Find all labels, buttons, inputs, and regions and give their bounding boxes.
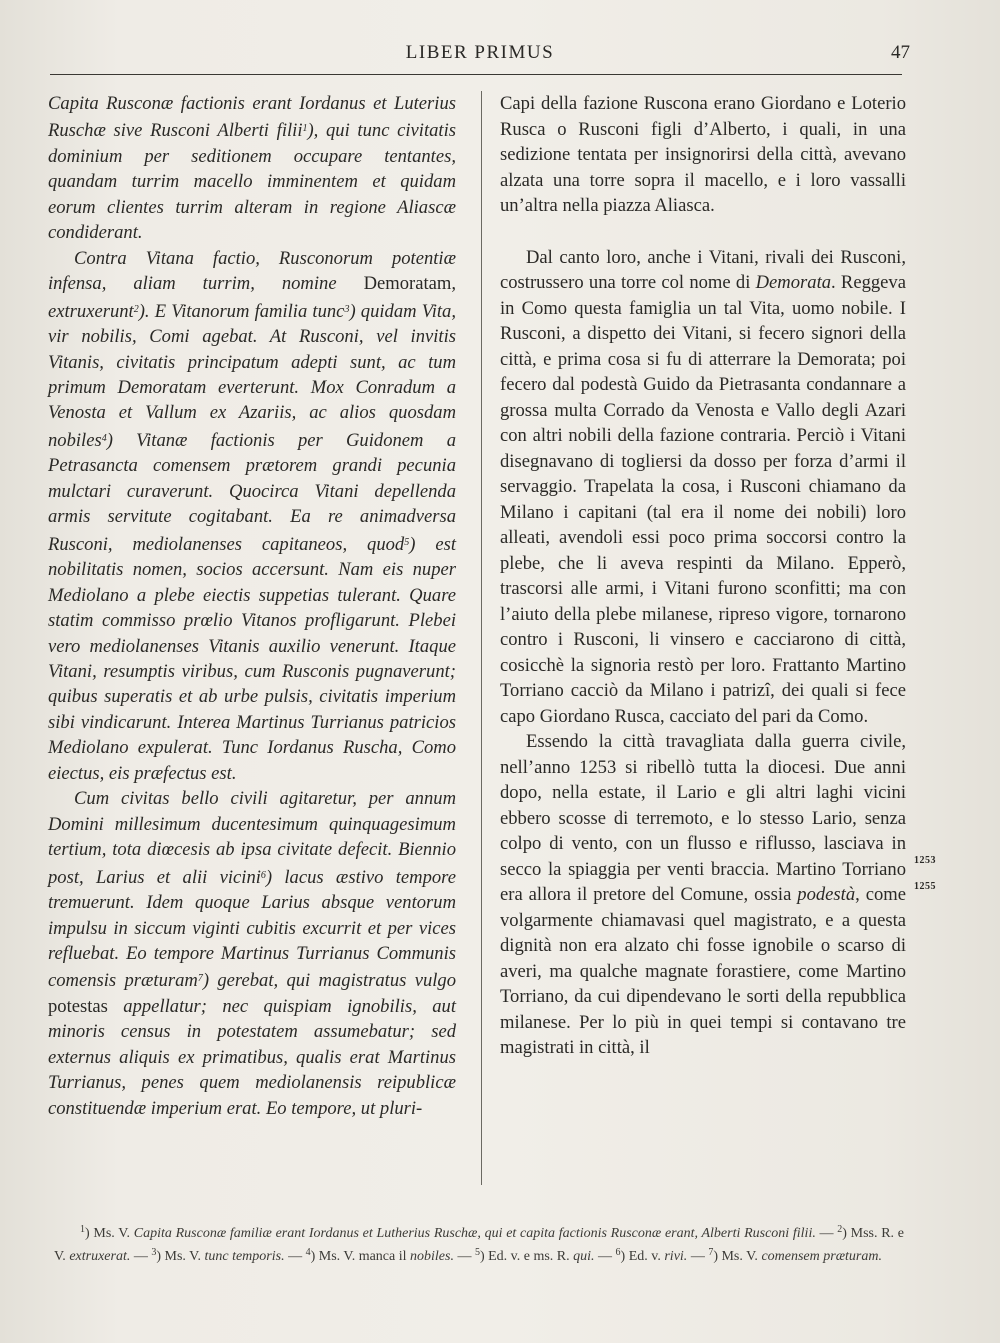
footnote-text: tunc temporis. (204, 1249, 285, 1264)
header-rule (50, 74, 902, 75)
footnote-separator: — (687, 1249, 709, 1264)
footnote-number: 1 (80, 1224, 85, 1235)
footnote-source: ) Ms. V. (713, 1249, 762, 1264)
latin-column (48, 91, 456, 1121)
footnote-source: ) Ms. V. (85, 1226, 134, 1241)
italian-text: Essendo la città travagliata dalla guerra civile, nell’anno 1253 si ribellò tutta la diocesi. Due anni dopo, nella estate, il Lario e gli altri laghi vicini ebbero scosse di terremoto, e lo stesso Lario, senza colpo di vento, con un flusso e riflusso, lasciava in secco la spiaggia per venti braccia. Martino Torriano era allora il pretore del Comune, ossia (500, 731, 906, 905)
latin-text: ), qui tunc civitatis dominium per seditionem occupare tentantes, quandam turrim macello imminentem et quidam eorum clientes turrim alteram in regione Aliascæ condiderant. (48, 120, 456, 244)
italian-paragraph-3 (500, 729, 906, 1061)
latin-paragraph-1 (48, 91, 456, 246)
latin-text: ) est nobilitatis nomen, socios accersunt. Nam eis nuper Mediolano a plebe eiectis suppetias tulerant. Quare statim commisso prœlio Vitanos profligarunt. Plebei vero mediolanenses Vitanis auxilio venerunt. Itaque Vitani, resumptis viribus, cum Rusconis pugnaverunt; quibus superatis et ab urbe pulsis, civitatis imperium sibi vindicarunt. Interea Martinus Turrianus patricios Mediolano expulerat. Tunc Iordanus Ruscha, Como eiectus, eis præfectus est. (48, 533, 456, 784)
latin-text: Capita Rusconæ factionis erant Iordanus et Luterius Ruschæ sive Rusconi Alberti filii (48, 93, 456, 142)
italian-italic-word: Demorata (755, 272, 832, 293)
footnote-text: Capita Rusconæ familiæ erant Iordanus et Lutherius Ruschæ, qui et capita factionis Rusconæ erant, Alberti Rusconi filii. (133, 1226, 816, 1241)
footnote-ref-7: 7 (197, 973, 203, 985)
latin-text: ). E Vitanorum familia tunc (138, 300, 345, 322)
footnote-source: ) Mss. R. e V. (54, 1226, 904, 1264)
latin-text: ) gerebat, qui magistratus vulgo (202, 970, 457, 992)
column-divider (481, 91, 482, 1185)
italian-paragraph-1: Capi della fazione Ruscona erano Giordano e Loterio Rusca o Rusconi figli d’Alberto, i quali, in una sedizione tentata per insignorirsi della città, avevano alzata una torre sopra il macello, e i loro vassalli un’altra nella piazza Aliasca. (500, 93, 906, 216)
italian-text: . Reggeva in Como questa famiglia un tal Vita, uomo nobile. I Rusconi, a dispetto dei Vitani, si fecero signori della città, e prima cosa si fu di atterrare la Demorata; poi fecero dal podestà Guido da Pietrasanta condannare a grossa multa Corrado da Venosta e Vallo degli Azari con altri nobili della fazione contraria. Perciò i Vitani disegnavano di togliersi da dosso per forza d’armi il servaggio. Trapelata la cosa, i Rusconi chiamano da Milano i capitani (tal era il nome dei nobili) loro alleati, avendoli essi poco prima soccorsi contro la plebe, che li aveva respinti da Milano. Epperò, trascorsi alle armi, i Vitani furono sconfitti; ma con l’aiuto della plebe milanese, ripreso vigore, tornarono contro i Rusconi, li vinsero e cacciarono di città, cosicchè la signoria restò per loro. Frattanto Martino Torriano cacciò da Milano i patrizî, dei quali si fece capo Giordano Rusca, cacciato del pari da Como. (500, 272, 906, 727)
footnote-text: extruxerat. (69, 1249, 131, 1264)
footnote-source: ) Ms. V. (156, 1249, 205, 1264)
footnote-separator: — (453, 1249, 472, 1264)
footnote-separator: — (130, 1249, 152, 1264)
footnote-ref-5: 5 (404, 536, 410, 548)
footnote-text: comensem præturam. (761, 1249, 882, 1264)
footnote-source: ) Ed. v. (620, 1249, 665, 1264)
footnote-separator: — (284, 1249, 306, 1264)
italian-text: Dal canto loro, anche i Vitani, rivali dei Rusconi, costrussero una torre col nome di (500, 246, 906, 293)
footnote-separator: — (815, 1226, 838, 1241)
italian-paragraph-2 (500, 245, 906, 730)
footnote-text: rivi. (664, 1249, 688, 1264)
latin-text: Cum civitas bello civili agitaretur, per annum Domini millesimum ducentesimum quinquagesimum tertium, tota diœcesis ab ipsa civitate defecit. Biennio post, Larius et alii vicini (48, 788, 456, 888)
latin-upright-word: potestas (48, 995, 108, 1017)
latin-text: Contra Vitana factio, Rusconorum potentiæ infensa, aliam turrim, nomine (48, 247, 456, 295)
latin-paragraph-3 (48, 786, 456, 1121)
latin-text: ) lacus æstivo tempore tremuerunt. Idem quoque Larius absque ventorum impulsu in siccum viginti cubitis excurrit et per vices refluebat. Eo tempore Martinus Turrianus Communis comensis præturam (48, 866, 456, 992)
footnote-source: ) Ms. V. manca il (310, 1249, 410, 1264)
footnote-ref-4: 4 (101, 432, 107, 444)
footnote-text: nobiles. (410, 1249, 454, 1264)
running-head (50, 42, 910, 72)
italian-text: , come volgarmente chiamavasi quel magistrato, e a questa dignità non era alzato chi fosse ignobile o scarso di averi, ma qualche magnate forastiere, come Martino Torriano, da cui dipendevano le sorti della repubblica milanese. Per lo più in quei tempi si contavano tre magistrati in città, il (500, 884, 906, 1058)
latin-text: ) Vitanæ factionis per Guidonem a Petrasancta comensem prætorem grandi pecunia mulctari curaverunt. Quocirca Vitani depellenda armis servitute cogitabant. Ea re animadversa Rusconi, mediolanenses capitaneos, quod (48, 429, 456, 555)
footnote-source: ) Ed. v. e ms. R. (479, 1249, 574, 1264)
footnote-ref-6: 6 (260, 869, 266, 881)
footnotes (54, 1220, 904, 1266)
footnote-ref-1: 1 (302, 123, 308, 135)
latin-upright-word: Demoratam (363, 273, 452, 295)
margin-year-note: 1255 (914, 881, 936, 892)
footnote-ref-2: 2 (133, 303, 139, 315)
footnote-separator: — (594, 1249, 616, 1264)
running-title: LIBER PRIMUS (405, 42, 555, 63)
page-number: 47 (891, 42, 910, 63)
latin-text: appellatur; nec quispiam ignobilis, aut minoris census in potestatem assumebatur; sed externus aliquis ex primatibus, qualis erat Martinus Turrianus, penes quem mediolanensis reipublicæ constituendæ imperium erat. Eo tempore, ut pluri- (48, 995, 456, 1119)
footnote-number: 6 (615, 1247, 621, 1258)
footnote-ref-3: 3 (344, 303, 350, 315)
footnote-number: 3 (151, 1247, 157, 1258)
footnote-block (54, 1220, 904, 1266)
footnote-number: 4 (305, 1247, 311, 1258)
latin-paragraph-2 (48, 246, 456, 787)
latin-text: ) quidam Vita, vir nobilis, Comi agebat. At Rusconi, vel invitis Vitanis, civitatis principatum adepti sunt, ac tum primum Demoratam everterunt. Mox Conradum a Venosta et Vallum ex Azariis, ac alios quosdam nobiles (48, 300, 456, 451)
italian-italic-word: podestà (797, 884, 856, 905)
latin-text: , extruxerunt (48, 273, 456, 322)
footnote-number: 5 (474, 1247, 480, 1258)
footnote-text: qui. (573, 1249, 595, 1264)
footnote-number: 2 (837, 1224, 843, 1235)
footnote-number: 7 (708, 1247, 714, 1258)
margin-year-note: 1253 (914, 855, 936, 866)
italian-column (500, 91, 906, 1061)
